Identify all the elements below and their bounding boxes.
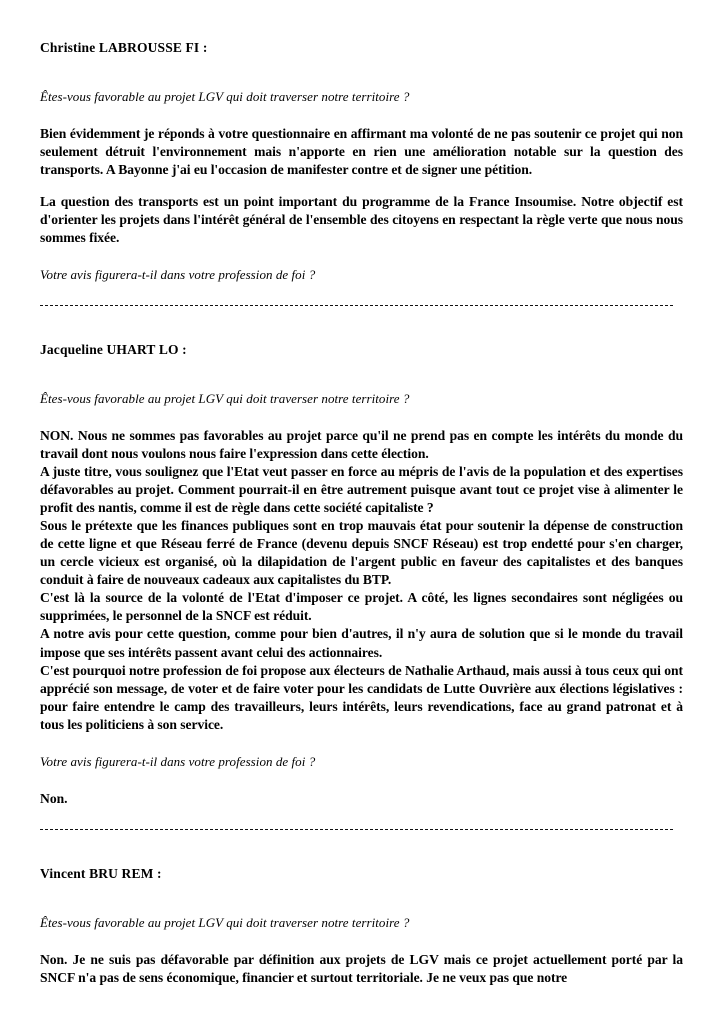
answer-block (40, 125, 683, 247)
spacer (40, 283, 683, 305)
spacer (40, 358, 683, 391)
spacer (40, 179, 683, 193)
answer-paragraph: A juste titre, vous soulignez que l'Etat veut passer en force au mépris de l'avis de la population et des expertises défavorables au projet. Comment pourrait-il en être autrement puisque avant tout ce projet vise à alimenter le profit des nantis, comme il est de règle dans cette société capitaliste ? (40, 463, 683, 515)
candidate-section-uhart (40, 342, 683, 830)
answer-paragraph: C'est pourquoi notre profession de foi propose aux électeurs de Nathalie Arthaud, mais aussi à tous ceux qui ont apprécié son message, de voter et de faire voter pour les candidats de Lutte Ouvrière aux élections législatives : pour faire entendre le camp des travailleurs, leurs intérêts, leurs revendications, face au grand patronat et à tous les politiciens à son service. (40, 662, 683, 732)
answer-profession-de-foi: Non. (40, 790, 68, 806)
spacer (40, 734, 683, 754)
candidate-heading: Jacqueline UHART LO : (40, 341, 187, 357)
spacer (40, 407, 683, 427)
question-favorable-lgv: Êtes-vous favorable au projet LGV qui doit traverser notre territoire ? (40, 391, 410, 407)
question-favorable-lgv: Êtes-vous favorable au projet LGV qui doit traverser notre territoire ? (40, 915, 410, 931)
spacer (40, 882, 683, 915)
candidate-section-bru (40, 866, 683, 987)
spacer (40, 56, 683, 89)
answer-block (40, 427, 683, 734)
answer-paragraph: NON. Nous ne sommes pas favorables au projet parce qu'il ne prend pas en compte les intérêts du monde du travail dont nous voulons nous faire l'expression dans cette élection. (40, 427, 683, 461)
answer-paragraph: Sous le prétexte que les finances publiques sont en trop mauvais état pour soutenir la dépense de construction de cette ligne et que Réseau ferré de France (devenu depuis SNCF Réseau) est trop endetté pour s'en charger, un cercle vicieux est organisé, où la dilapidation de l'argent public en faveur des capitalistes et des banques conduit à faire de nouveaux cadeaux aux capitalistes du BTP. (40, 518, 683, 588)
question-profession-de-foi: Votre avis figurera-t-il dans votre profession de foi ? (40, 753, 316, 769)
question-profession-de-foi: Votre avis figurera-t-il dans votre profession de foi ? (40, 267, 316, 283)
answer-paragraph: A notre avis pour cette question, comme pour bien d'autres, il n'y aura de solution que si le monde du travail impose que ses intérêts passent avant celui des actionnaires. (40, 626, 683, 660)
candidate-heading: Christine LABROUSSE FI : (40, 40, 208, 55)
answer-block (40, 951, 683, 987)
answer-paragraph: Bien évidemment je réponds à votre questionnaire en affirmant ma volonté de ne pas soutenir ce projet qui non seulement détruit l'environnement mais n'apporte en rien une amélioration notable sur la question des transports. A Bayonne j'ai eu l'occasion de manifester contre et de signer une pétition. (40, 125, 683, 177)
answer-paragraph: La question des transports est un point important du programme de la France Insoumise. Notre objectif est d'orienter les projets dans l'intérêt général de l'ensemble des citoyens en respectant la règle verte que nous nous sommes fixée. (40, 194, 683, 246)
spacer (40, 247, 683, 267)
candidate-heading: Vincent BRU REM : (40, 866, 162, 882)
spacer (40, 306, 683, 342)
spacer (40, 931, 683, 951)
question-favorable-lgv: Êtes-vous favorable au projet LGV qui doit traverser notre territoire ? (40, 89, 410, 105)
spacer (40, 830, 683, 866)
spacer (40, 105, 683, 125)
spacer (40, 807, 683, 829)
answer-paragraph: Non. Je ne suis pas défavorable par définition aux projets de LGV mais ce projet actuellement porté par la SNCF n'a pas de sens économique, financier et surtout territoriale. Je ne veux pas que notre (40, 952, 683, 986)
candidate-section-labrousse (40, 40, 683, 306)
answer-paragraph: C'est là la source de la volonté de l'Etat d'imposer ce projet. A côté, les lignes secondaires sont négligées ou supprimées, le personnel de la SNCF est réduit. (40, 590, 683, 624)
spacer (40, 770, 683, 790)
